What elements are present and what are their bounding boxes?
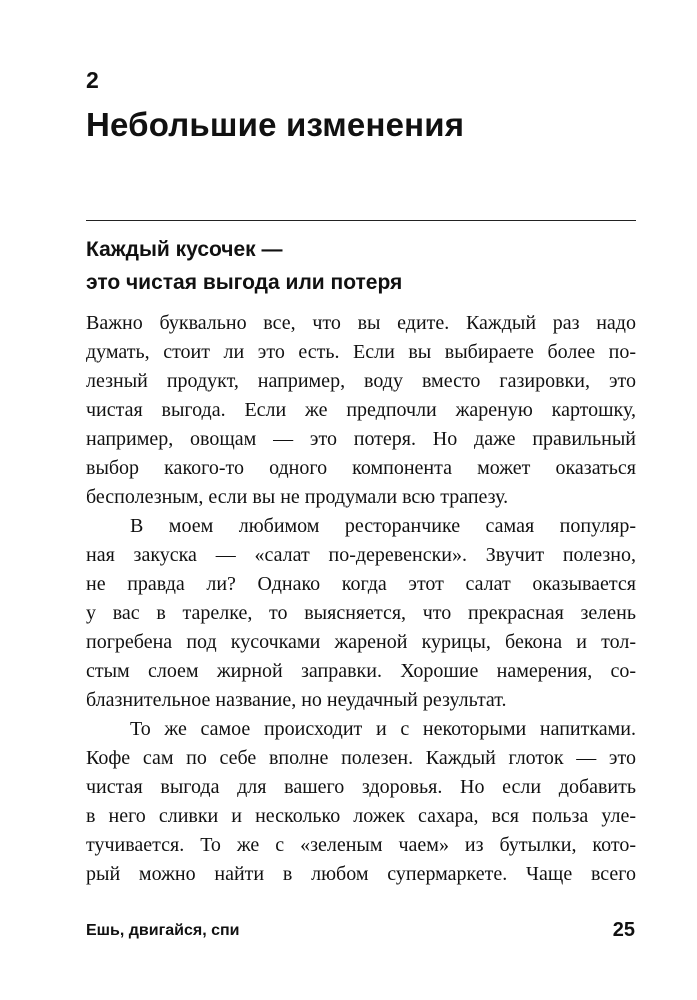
body-line: например, овощам — это потеря. Но даже правильный <box>86 428 636 450</box>
body-line: тучивается. То же с «зеленым чаем» из бутылки, кото- <box>86 834 636 856</box>
body-line: чистая выгода для вашего здоровья. Но если добавить <box>86 776 636 798</box>
body-line: То же самое происходит и с некоторыми напитками. <box>130 718 636 740</box>
body-line: Кофе сам по себе вполне полезен. Каждый глоток — это <box>86 747 636 769</box>
page-number: 25 <box>612 919 635 941</box>
chapter-number: 2 <box>86 67 99 93</box>
body-line: рый можно найти в любом супермаркете. Чаще всего <box>86 863 636 885</box>
body-line: ная закуска — «салат по-деревенски». Звучит полезно, <box>86 544 636 566</box>
body-line: блазнительное название, но неудачный результат. <box>86 689 507 711</box>
body-line: у вас в тарелке, то выясняется, что прекрасная зелень <box>86 602 636 624</box>
body-line: думать, стоит ли это есть. Если вы выбираете более по- <box>86 341 636 363</box>
section-heading-line: это чистая выгода или потеря <box>86 271 403 294</box>
body-line: в него сливки и несколько ложек сахара, вся польза уле- <box>86 805 636 827</box>
body-line: бесполезным, если вы не продумали всю трапезу. <box>86 486 509 508</box>
section-heading-line: Каждый кусочек — <box>86 238 283 261</box>
body-line: погребена под кусочками жареной курицы, бекона и тол- <box>86 631 636 653</box>
body-line: чистая выгода. Если же предпочли жареную картошку, <box>86 399 636 421</box>
section-divider <box>86 220 636 221</box>
chapter-title: Небольшие изменения <box>86 106 465 143</box>
body-line: Важно буквально все, что вы едите. Каждый раз надо <box>86 312 636 334</box>
body-line: выбор какого-то одного компонента может оказаться <box>86 457 636 479</box>
running-footer-title: Ешь, двигайся, спи <box>86 922 240 939</box>
body-line: не правда ли? Однако когда этот салат оказывается <box>86 573 636 595</box>
body-line: В моем любимом ресторанчике самая популяр- <box>130 515 636 537</box>
body-text <box>86 309 636 889</box>
body-line: стым слоем жирной заправки. Хорошие намерения, со- <box>86 660 636 682</box>
section-heading <box>86 233 636 299</box>
body-line: лезный продукт, например, воду вместо газировки, это <box>86 370 636 392</box>
